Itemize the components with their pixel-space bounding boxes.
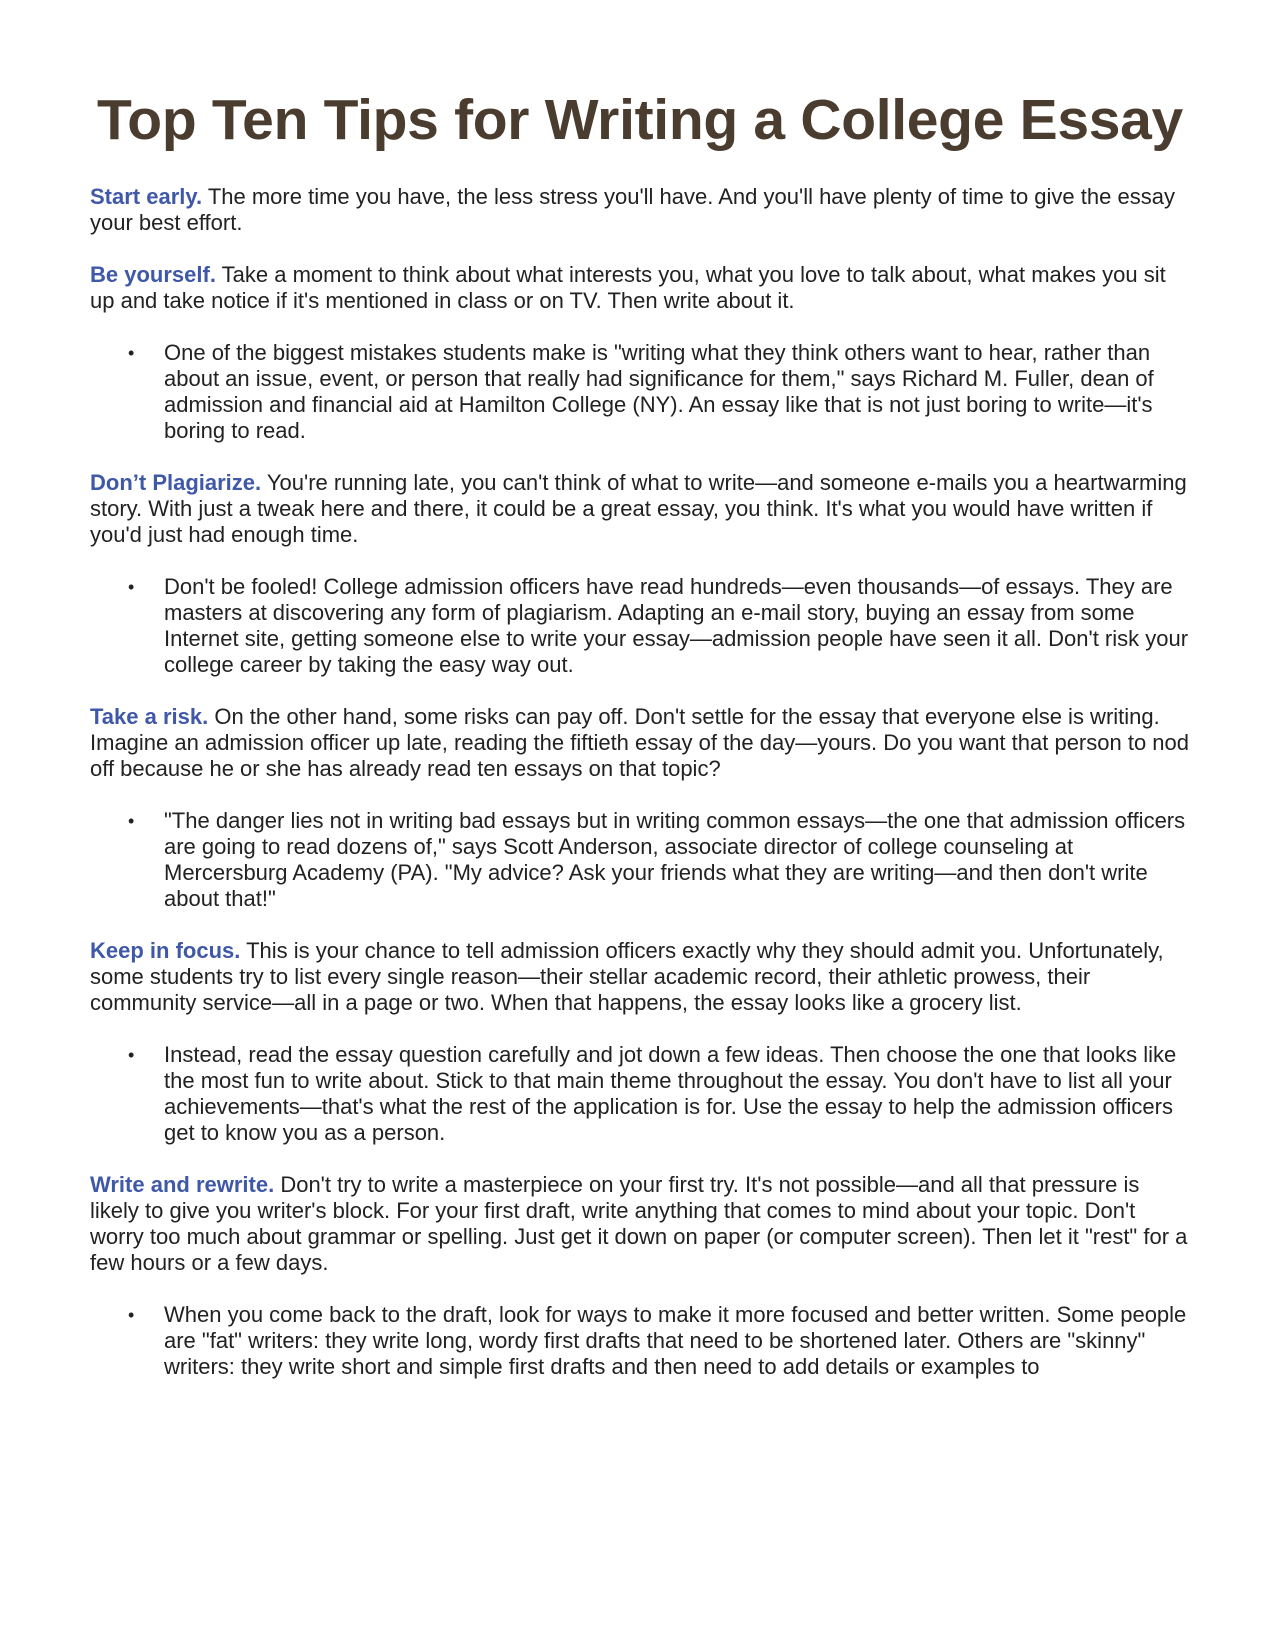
bullet-list [90, 574, 1190, 678]
list-item [90, 1042, 1190, 1146]
tip-write-and-rewrite [90, 1172, 1190, 1276]
list-item [90, 340, 1190, 444]
tip-heading: Write and rewrite. [90, 1172, 275, 1197]
tip-text: Take a moment to think about what interests you, what you love to talk about, what makes you sit up and take notice if it's mentioned in class or on TV. Then write about it. [90, 262, 1166, 313]
bullet-icon: • [128, 811, 135, 831]
bullet-icon: • [128, 343, 135, 363]
tip-heading: Be yourself. [90, 262, 216, 287]
tip-be-yourself [90, 262, 1190, 314]
bullet-icon: • [128, 1305, 135, 1325]
tip-take-a-risk [90, 704, 1190, 782]
bullet-text: "The danger lies not in writing bad essays but in writing common essays—the one that admission officers are going to read dozens of," says Scott Anderson, associate director of college counseling at Mercersburg Academy (PA). "My advice? Ask your friends what they are writing—and then don't write about that!" [164, 808, 1186, 911]
list-item [90, 1302, 1190, 1380]
bullet-icon: • [128, 577, 135, 597]
tip-heading: Take a risk. [90, 704, 209, 729]
tip-heading: Don’t Plagiarize. [90, 470, 262, 495]
bullet-text: One of the biggest mistakes students make is "writing what they think others want to hear, rather than about an issue, event, or person that really had significance for them," says Richard M. Fuller, dean of admission and financial aid at Hamilton College (NY). An essay like that is not just boring to write—it's boring to read. [164, 340, 1154, 443]
list-item [90, 808, 1190, 912]
tip-text: The more time you have, the less stress you'll have. And you'll have plenty of time to give the essay your best effort. [90, 184, 1175, 235]
bullet-list [90, 340, 1190, 444]
tip-text: Don't try to write a masterpiece on your first try. It's not possible—and all that pressure is likely to give you writer's block. For your first draft, write anything that comes to mind about your topic. Don't worry too much about grammar or spelling. Just get it down on paper (or computer screen). Then let it "rest" for a few hours or a few days. [90, 1172, 1188, 1275]
tip-heading: Keep in focus. [90, 938, 241, 963]
bullet-text: Don't be fooled! College admission officers have read hundreds—even thousands—of essays. They are masters at discovering any form of plagiarism. Adapting an e-mail story, buying an essay from some Internet site, getting someone else to write your essay—admission people have seen it all. Don't risk your college career by taking the easy way out. [164, 574, 1189, 677]
tip-start-early [90, 184, 1190, 236]
bullet-list [90, 808, 1190, 912]
bullet-list [90, 1042, 1190, 1146]
bullet-text: When you come back to the draft, look for ways to make it more focused and better written. Some people are "fat" writers: they write long, wordy first drafts that need to be shortened later. Others are "skinny" writers: they write short and simple first drafts and then need to add details or examples to [164, 1302, 1187, 1379]
tip-text: This is your chance to tell admission officers exactly why they should admit you. Unfortunately, some students try to list every single reason—their stellar academic record, their athletic prowess, their community service—all in a page or two. When that happens, the essay looks like a grocery list. [90, 938, 1164, 1015]
tip-dont-plagiarize [90, 470, 1190, 548]
tip-heading: Start early. [90, 184, 203, 209]
list-item [90, 574, 1190, 678]
tip-text: On the other hand, some risks can pay off. Don't settle for the essay that everyone else is writing. Imagine an admission officer up late, reading the fiftieth essay of the day—yours. Do you want that person to nod off because he or she has already read ten essays on that topic? [90, 704, 1190, 781]
bullet-icon: • [128, 1045, 135, 1065]
tip-text: You're running late, you can't think of what to write—and someone e-mails you a heartwarming story. With just a tweak here and there, it could be a great essay, you think. It's what you would have written if you'd just had enough time. [90, 470, 1187, 547]
tip-keep-in-focus [90, 938, 1190, 1016]
document-title: Top Ten Tips for Writing a College Essay [97, 88, 1183, 152]
document-page [90, 88, 1190, 1406]
bullet-list [90, 1302, 1190, 1380]
bullet-text: Instead, read the essay question carefully and jot down a few ideas. Then choose the one that looks like the most fun to write about. Stick to that main theme throughout the essay. You don't have to list all your achievements—that's what the rest of the application is for. Use the essay to help the admission officers get to know you as a person. [164, 1042, 1177, 1145]
